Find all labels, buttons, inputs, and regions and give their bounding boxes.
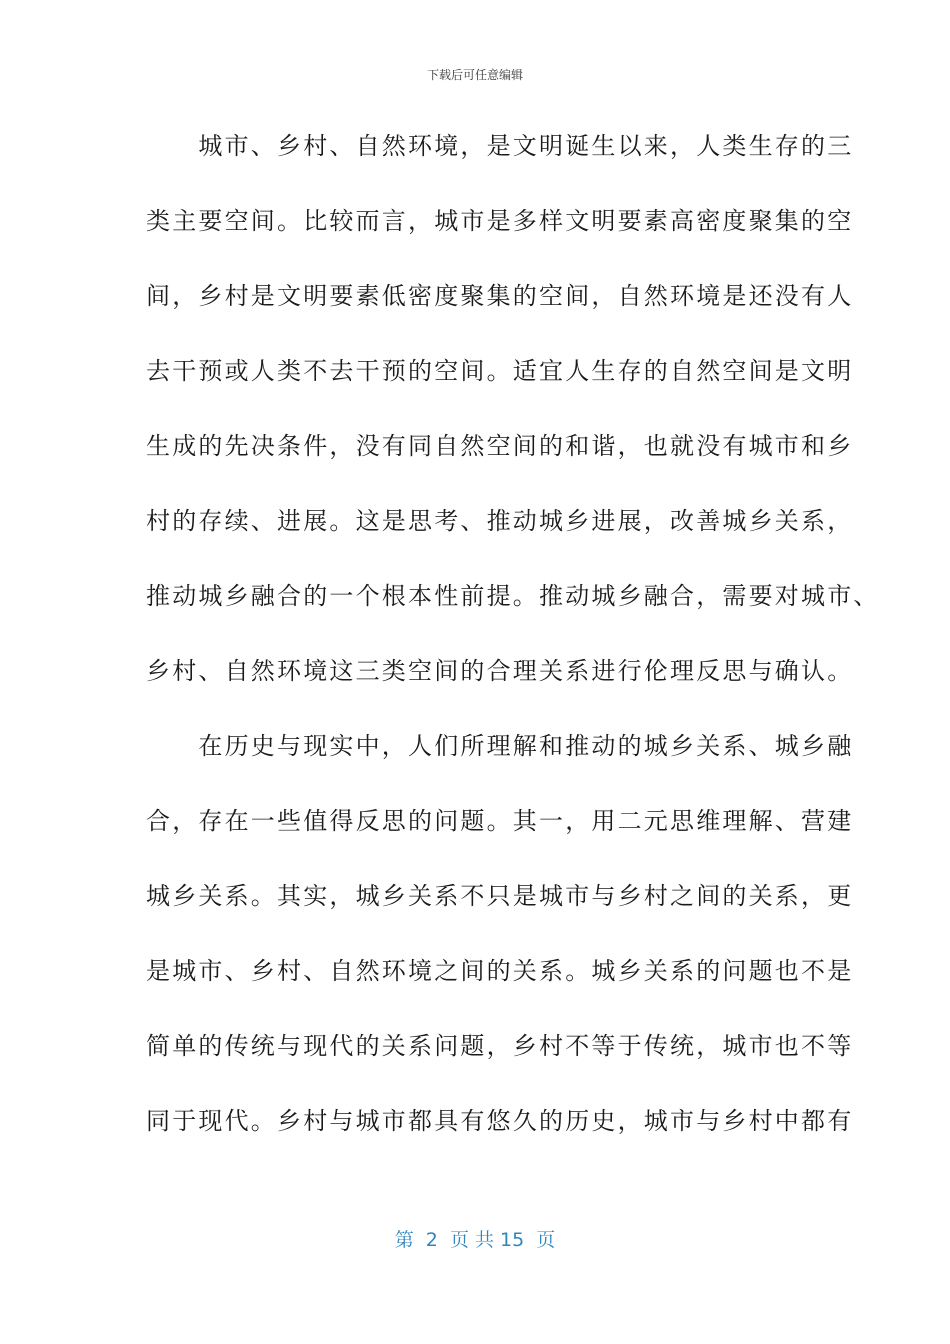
text-line: 类主要空间。比较而言，城市是多样文明要素高密度聚集的空 — [146, 207, 854, 235]
text-line: 乡村、自然环境这三类空间的合理关系进行伦理反思与确认。 — [146, 657, 854, 685]
text-line: 简单的传统与现代的关系问题，乡村不等于传统，城市也不等 — [146, 1032, 854, 1060]
text-line: 间，乡村是文明要素低密度聚集的空间，自然环境是还没有人 — [146, 282, 854, 310]
text-line: 村的存续、进展。这是思考、推动城乡进展，改善城乡关系， — [146, 507, 854, 535]
text-line: 城乡关系。其实，城乡关系不只是城市与乡村之间的关系，更 — [146, 882, 854, 910]
text-line: 城市、乡村、自然环境，是文明诞生以来，人类生存的三 — [146, 132, 854, 160]
text-line: 同于现代。乡村与城市都具有悠久的历史，城市与乡村中都有 — [146, 1107, 854, 1135]
text-line: 去干预或人类不去干预的空间。适宜人生存的自然空间是文明 — [146, 357, 854, 385]
text-line: 在历史与现实中，人们所理解和推动的城乡关系、城乡融 — [146, 732, 854, 760]
header-note: 下载后可任意编辑 — [426, 68, 523, 82]
text-line: 推动城乡融合的一个根本性前提。推动城乡融合，需要对城市、 — [146, 582, 880, 610]
text-line: 合，存在一些值得反思的问题。其一，用二元思维理解、营建 — [146, 807, 854, 835]
document-body — [146, 126, 880, 1176]
text-line: 是城市、乡村、自然环境之间的关系。城乡关系的问题也不是 — [146, 957, 854, 985]
page-number: 第 2 页 共 15 页 — [394, 1229, 556, 1251]
text-line: 生成的先决条件，没有同自然空间的和谐，也就没有城市和乡 — [146, 432, 854, 460]
